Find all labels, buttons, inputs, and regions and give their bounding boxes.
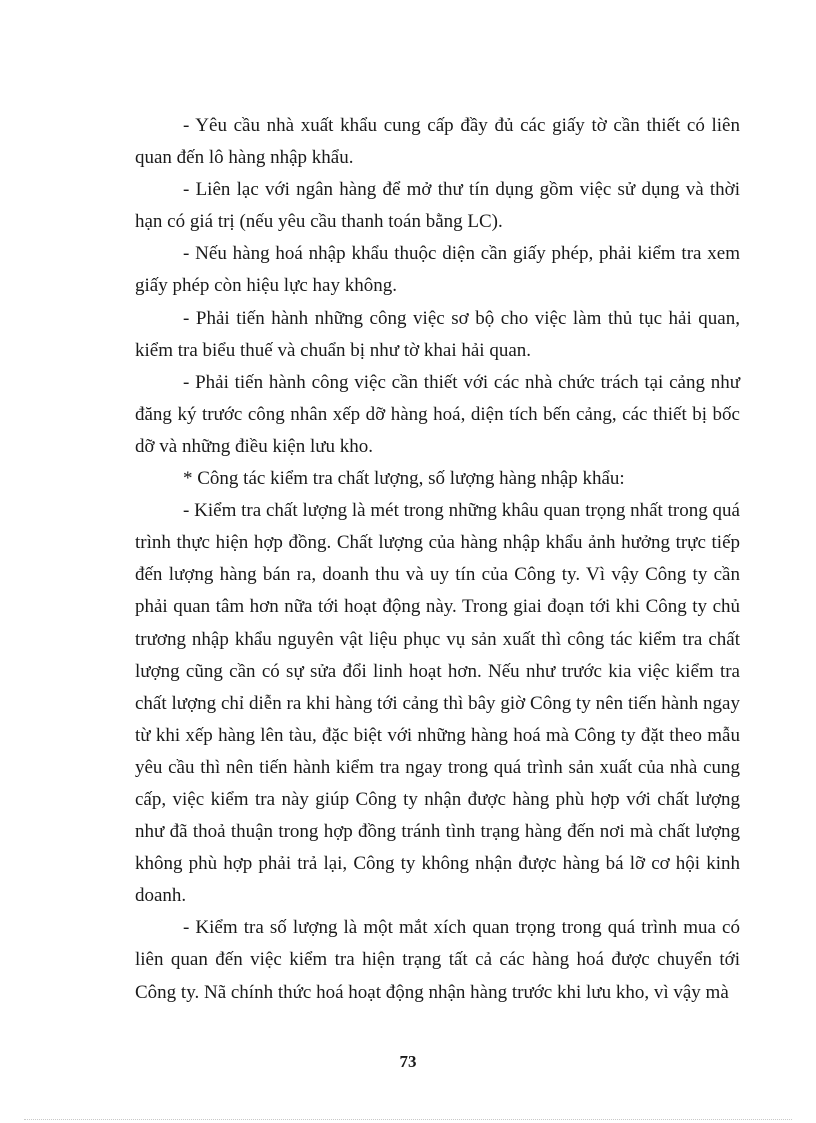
body-text — [135, 110, 740, 1009]
paragraph-letter-of-credit: - Liên lạc với ngân hàng để mở thư tín dụng gồm việc sử dụng và thời hạn có giá trị (nếu yêu cầu thanh toán bằng LC). — [135, 179, 740, 233]
page-number: 73 — [399, 1052, 417, 1071]
paragraph-quality-inspection: - Kiểm tra chất lượng là mét trong những khâu quan trọng nhất trong quá trình thực hiện hợp đồng. Chất lượng của hàng nhập khẩu ảnh hưởng trực tiếp đến lượng hàng bán ra, doanh thu và uy tín của Công ty. Vì vậy Công ty cần phải quan tâm hơn nữa tới hoạt động này. Trong giai đoạn tới khi Công ty chủ trương nhập khẩu nguyên vật liệu phục vụ sản xuất thì công tác kiểm tra chất lượng cũng cần có sự sửa đổi linh hoạt hơn. Nếu như trước kia việc kiểm tra chất lượng chỉ diễn ra khi hàng tới cảng thì bây giờ Công ty nên tiến hành ngay từ khi xếp hàng lên tàu, đặc biệt với những hàng hoá mà Công ty đặt theo mẫu yêu cầu thì nên tiến hành kiểm tra ngay trong quá trình sản xuất của nhà cung cấp, việc kiểm tra này giúp Công ty nhận được hàng phù hợp với chất lượng như đã thoả thuận trong hợp đồng tránh tình trạng hàng đến nơi mà chất lượng không phù hợp phải trả lại, Công ty không nhận được hàng bá lỡ cơ hội kinh doanh. — [135, 500, 740, 907]
paragraph-port-authorities: - Phải tiến hành công việc cần thiết với các nhà chức trách tại cảng như đăng ký trước công nhân xếp dỡ hàng hoá, diện tích bến cảng, các thiết bị bốc dỡ và những điều kiện lưu kho. — [135, 371, 740, 457]
page-bottom-divider — [24, 1119, 792, 1120]
section-heading-quality-quantity: * Công tác kiểm tra chất lượng, số lượng hàng nhập khẩu: — [183, 468, 625, 490]
paragraph-exporter-documents: - Yêu cầu nhà xuất khẩu cung cấp đầy đủ các giấy tờ cần thiết có liên quan đến lô hàng nhập khẩu. — [135, 115, 740, 169]
paragraph-customs-preparation: - Phải tiến hành những công việc sơ bộ cho việc làm thủ tục hải quan, kiểm tra biểu thuế và chuẩn bị như tờ khai hải quan. — [135, 307, 740, 361]
paragraph-import-license: - Nếu hàng hoá nhập khẩu thuộc diện cần giấy phép, phải kiểm tra xem giấy phép còn hiệu lực hay không. — [135, 243, 740, 297]
paragraph-quantity-inspection: - Kiểm tra số lượng là một mắt xích quan trọng trong quá trình mua có liên quan đến việc kiểm tra hiện trạng tất cả các hàng hoá được chuyển tới Công ty. Nã chính thức hoá hoạt động nhận hàng trước khi lưu kho, vì vậy mà — [135, 917, 740, 1003]
